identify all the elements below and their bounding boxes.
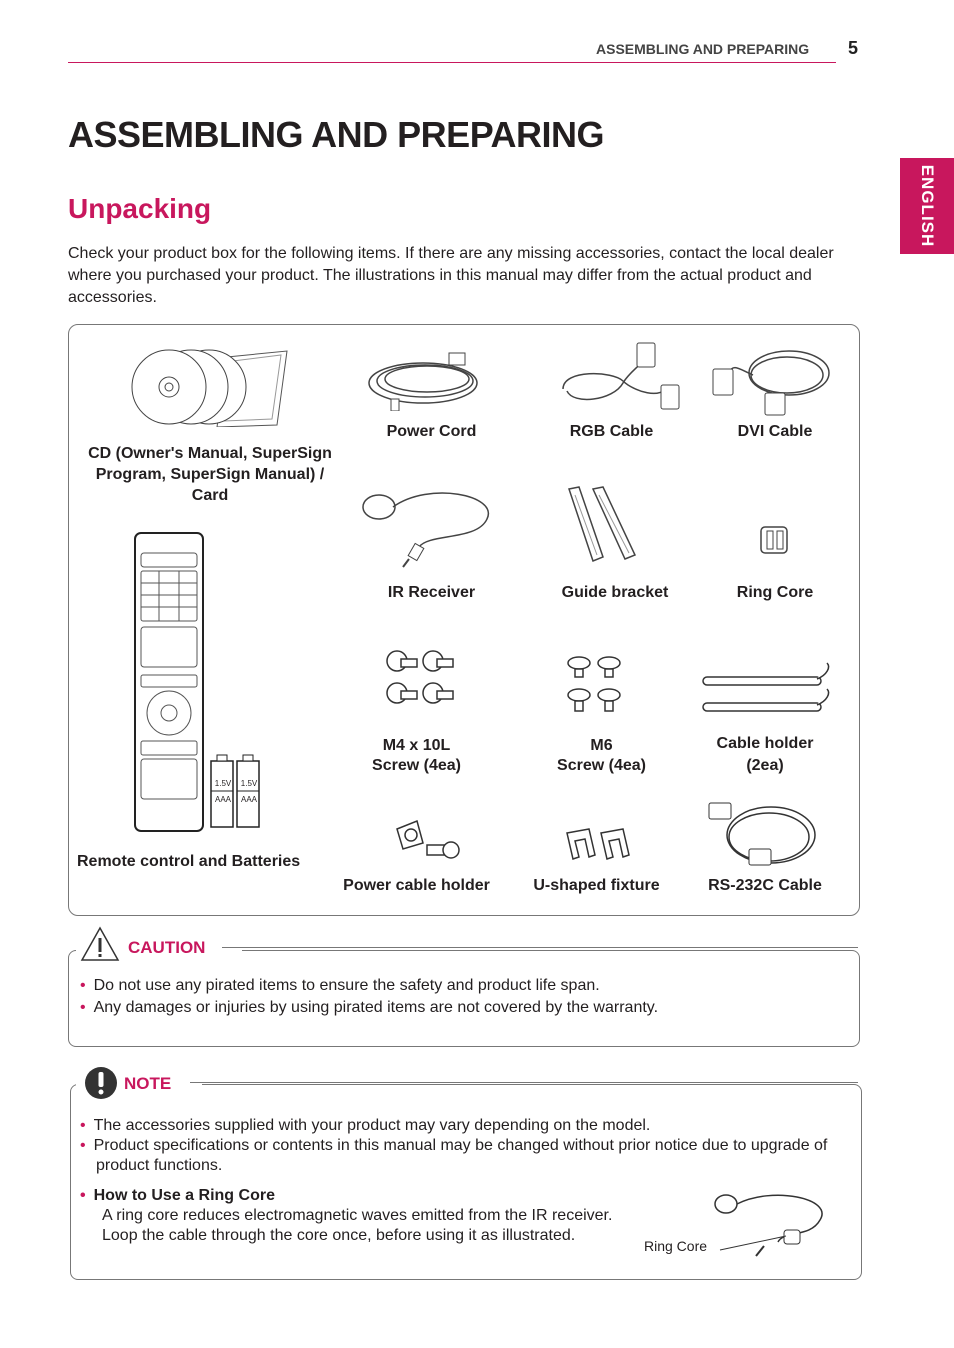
- caution-heading-wrap: [76, 926, 242, 966]
- language-tab: [900, 158, 954, 254]
- m6-label-line1: M6: [590, 737, 613, 754]
- note-bullet-1: • The accessories supplied with your product may vary depending on the model.: [80, 1117, 651, 1134]
- cable-holder-icon: [699, 661, 839, 717]
- note-heading-wrap: [76, 1064, 202, 1100]
- section-title: Unpacking: [68, 193, 212, 224]
- m4-label-line2: Screw (4ea): [372, 757, 461, 774]
- caution-bullet-1: • Do not use any pirated items to ensure the safety and product life span.: [80, 977, 600, 994]
- exclamation-icon: [84, 1066, 118, 1100]
- ring-core-howto-line1: A ring core reduces electromagnetic waves emitted from the IR receiver.: [102, 1207, 613, 1224]
- running-header: ASSEMBLING AND PREPARING: [596, 41, 810, 57]
- power-cable-holder-icon: [393, 819, 463, 867]
- dvi-cable-label: DVI Cable: [737, 423, 813, 440]
- cable-holder-label-line2: (2ea): [746, 757, 784, 774]
- ring-core-icon: [757, 521, 793, 557]
- battery-1-type: AAA: [214, 795, 231, 804]
- caution-bullet-2: • Any damages or injuries by using pirated items are not covered by the warranty.: [80, 999, 659, 1016]
- battery-1-voltage: 1.5V: [214, 779, 232, 788]
- power-cable-holder-label: Power cable holder: [343, 877, 490, 894]
- ir-receiver-label: IR Receiver: [387, 584, 476, 601]
- note-rule: [190, 1082, 858, 1083]
- m6-label-line2: Screw (4ea): [557, 757, 646, 774]
- warning-icon: [80, 926, 120, 962]
- guide-bracket-icon: [563, 485, 643, 563]
- intro-paragraph: Check your product box for the following items. If there are any missing accessories, contact the local dealer where you purchased your product. The illustrations in this manual may differ from the actual product and accessories.: [68, 245, 834, 306]
- ir-receiver-icon: [359, 485, 493, 569]
- caution-rule: [222, 947, 858, 948]
- m4-label-line1: M4 x 10L: [382, 737, 451, 754]
- page-title: ASSEMBLING AND PREPARING: [68, 114, 605, 155]
- m6-screws-icon: [565, 655, 625, 719]
- note-heading: NOTE: [124, 1074, 172, 1093]
- ring-core-callout: Ring Core: [644, 1238, 708, 1254]
- rs232c-label: RS-232C Cable: [708, 877, 822, 894]
- remote-label: Remote control and Batteries: [77, 853, 301, 870]
- ring-core-label: Ring Core: [736, 584, 814, 601]
- note-bullet-2: • Product specifications or contents in this manual may be changed without prior notice due to upgrade of product functions.: [80, 1137, 828, 1174]
- batteries-icon: [209, 753, 265, 829]
- page-number: 5: [848, 38, 859, 58]
- rgb-cable-label: RGB Cable: [569, 423, 654, 440]
- guide-bracket-label: Guide bracket: [561, 584, 669, 601]
- cable-holder-label-line1: Cable holder: [716, 735, 814, 752]
- u-fixture-label: U-shaped fixture: [533, 877, 660, 894]
- ring-core-howto-title: • How to Use a Ring Core: [80, 1187, 275, 1204]
- m4-screws-icon: [381, 647, 457, 713]
- power-cord-icon: [363, 347, 493, 411]
- battery-2-voltage: 1.5V: [240, 779, 258, 788]
- accessories-box: [68, 324, 860, 916]
- rs232c-cable-icon: [705, 799, 821, 869]
- ring-core-illustration-icon: [712, 1190, 828, 1266]
- dvi-cable-icon: [709, 339, 833, 417]
- battery-2-type: AAA: [240, 795, 257, 804]
- caution-heading: CAUTION: [128, 938, 206, 957]
- language-tab-label: ENGLISH: [918, 164, 937, 248]
- ring-core-howto-line2: Loop the cable through the core once, before using it as illustrated.: [102, 1227, 576, 1244]
- power-cord-label: Power Cord: [386, 423, 477, 440]
- u-fixture-icon: [563, 827, 639, 863]
- cd-icon: [129, 347, 291, 427]
- cd-label: CD (Owner's Manual, SuperSign Program, SuperSign Manual) / Card: [88, 445, 332, 504]
- rgb-cable-icon: [553, 341, 683, 413]
- header-rule: [68, 62, 836, 63]
